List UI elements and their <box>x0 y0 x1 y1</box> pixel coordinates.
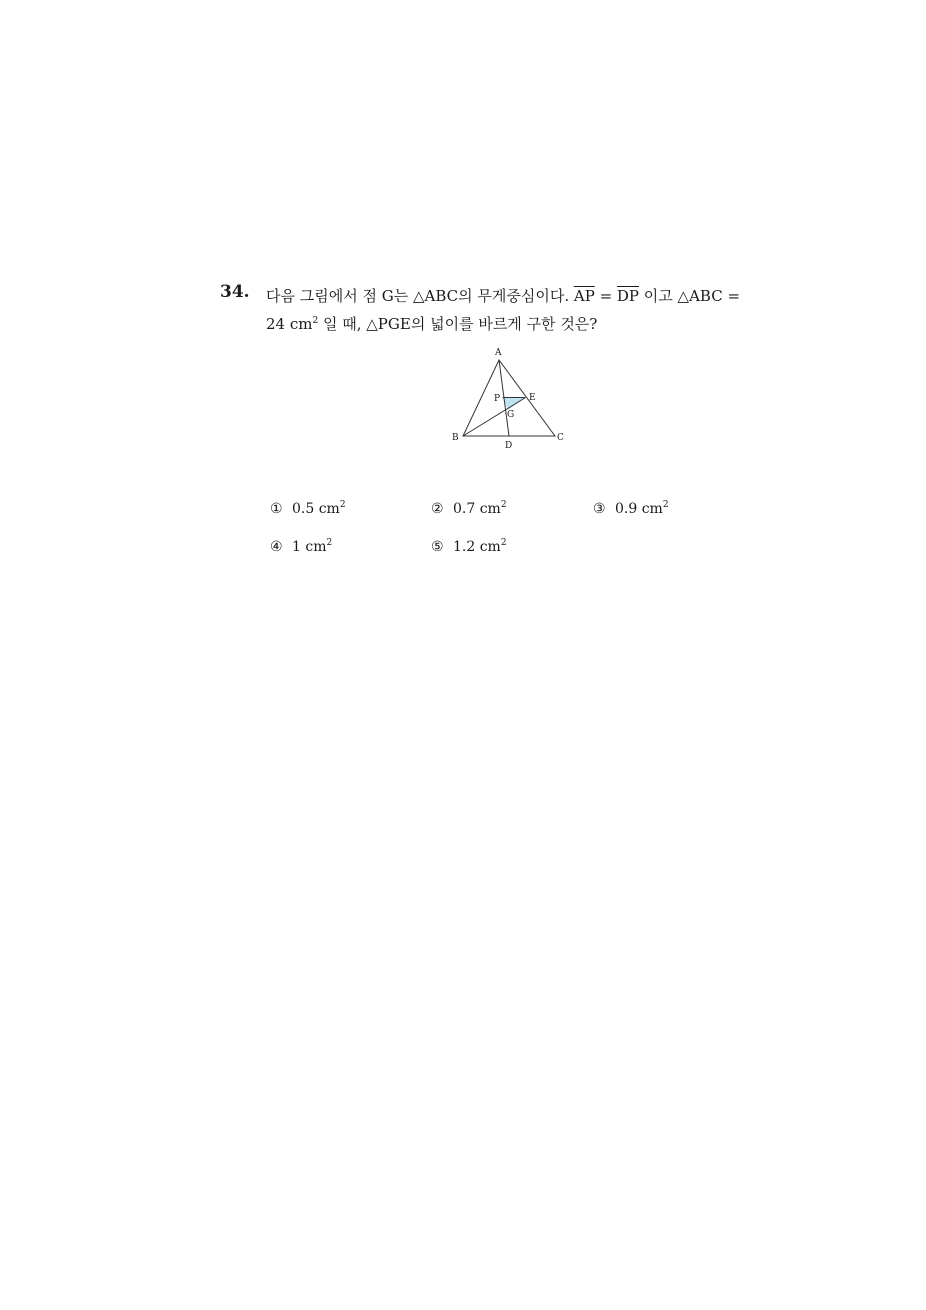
label-d: D <box>505 441 513 451</box>
question-text-line1 <box>266 286 740 306</box>
choice-4[interactable] <box>270 538 332 556</box>
question-text-line2 <box>266 314 597 334</box>
problem-number: 34. <box>220 282 250 302</box>
label-g: G <box>507 410 515 420</box>
choice-5[interactable] <box>431 538 507 556</box>
label-p: P <box>494 394 501 404</box>
triangle-figure <box>446 342 576 452</box>
choice-marker: ② <box>431 501 444 517</box>
choice-marker: ① <box>270 501 283 517</box>
label-b: B <box>452 433 459 443</box>
choice-exponent: 2 <box>326 538 333 548</box>
choice-value: 1 cm <box>292 539 327 555</box>
choice-marker: ④ <box>270 539 283 555</box>
choice-exponent: 2 <box>500 538 507 548</box>
question-text-part: 일 때, △PGE의 넓이를 바르게 구한 것은? <box>318 315 598 333</box>
choice-marker: ⑤ <box>431 539 444 555</box>
choice-2[interactable] <box>431 500 507 518</box>
choice-3[interactable] <box>593 500 669 518</box>
equals-sign: = <box>594 287 617 305</box>
question-text-part: 다음 그림에서 점 G는 △ABC의 무게중심이다. <box>266 287 574 305</box>
choice-value: 0.7 cm <box>453 501 501 517</box>
choice-marker: ③ <box>593 501 606 517</box>
segment-ap: $\overline{AP}$ <box>573 287 595 305</box>
label-e: E <box>529 393 536 403</box>
area-value: 24 cm <box>266 315 313 333</box>
choice-exponent: 2 <box>339 500 346 510</box>
label-a: A <box>495 348 502 358</box>
area-exponent: 2 <box>312 316 319 326</box>
question-text-part: 이고 △ABC = <box>639 287 741 305</box>
choice-exponent: 2 <box>500 500 507 510</box>
choice-value: 0.9 cm <box>615 501 663 517</box>
choice-1[interactable] <box>270 500 346 518</box>
segment-dp: $\overline{DP}$ <box>616 287 640 305</box>
label-c: C <box>557 433 564 443</box>
choice-value: 0.5 cm <box>292 501 340 517</box>
choice-value: 1.2 cm <box>453 539 501 555</box>
choice-exponent: 2 <box>662 500 669 510</box>
